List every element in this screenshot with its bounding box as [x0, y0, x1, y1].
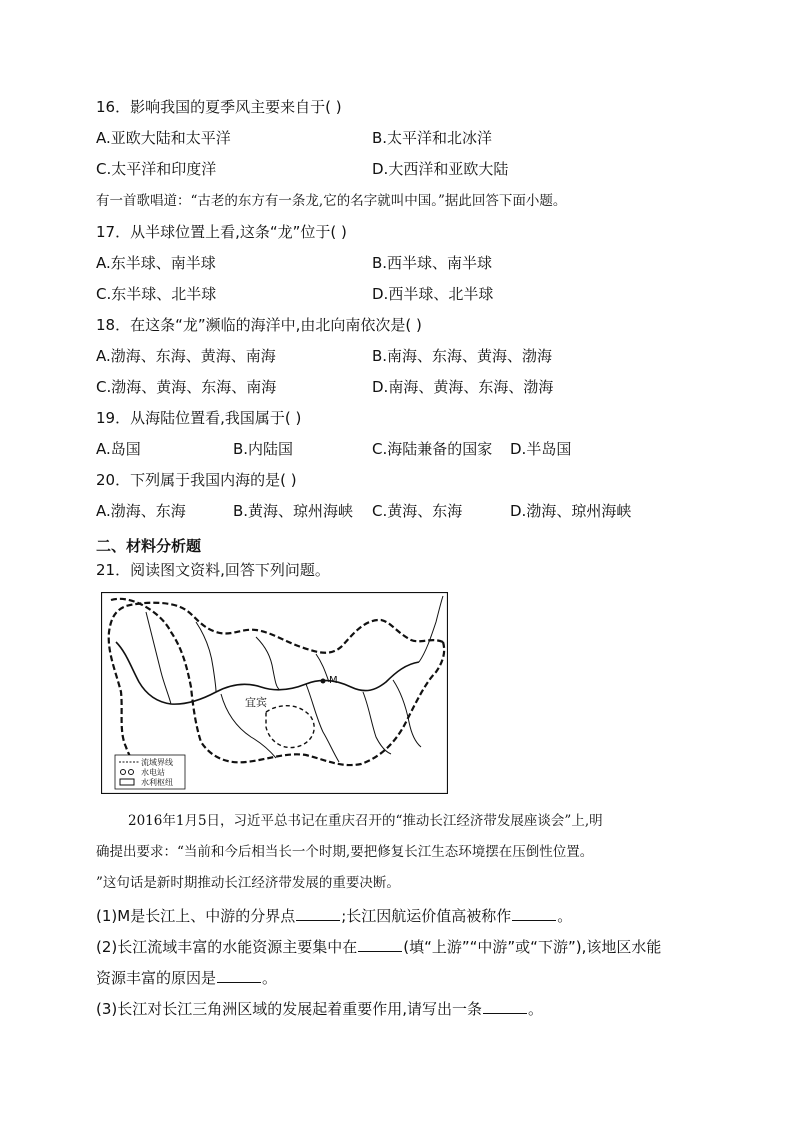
q16-option-a[interactable]: A.亚欧大陆和太平洋: [96, 129, 231, 147]
q21-stem: 21．阅读图文资料,回答下列问题。: [96, 561, 330, 579]
q20-option-d[interactable]: D.渤海、琼州海峡: [510, 502, 632, 520]
yangtze-basin-map: [101, 592, 448, 794]
passage-line-2: 确提出要求：“当前和今后相当长一个时期,要把修复长江生态环境摆在压倒性位置。: [96, 844, 594, 860]
q18-stem: 18．在这条“龙”濒临的海洋中,由北向南依次是( ): [96, 316, 422, 334]
q16-option-d[interactable]: D.大西洋和亚欧大陆: [372, 160, 509, 178]
answer-blank-1b[interactable]: [512, 906, 556, 921]
subquestion-1-text-c: 。: [557, 907, 573, 925]
answer-blank-3[interactable]: [483, 999, 527, 1014]
q19-stem: 19．从海陆位置看,我国属于( ): [96, 409, 302, 427]
q16-option-c[interactable]: C.太平洋和印度洋: [96, 160, 217, 178]
q18-option-a[interactable]: A.渤海、东海、黄海、南海: [96, 347, 276, 365]
q20-option-a[interactable]: A.渤海、东海: [96, 502, 186, 520]
q18-option-c[interactable]: C.渤海、黄海、东海、南海: [96, 378, 277, 396]
subquestion-1-text-b: ;长江因航运价值高被称作: [341, 907, 512, 925]
yibin-label: 宜宾: [245, 696, 267, 709]
subquestion-1-text-a: (1)M是长江上、中游的分界点: [96, 907, 296, 925]
q19-option-c[interactable]: C.海陆兼备的国家: [372, 440, 493, 458]
q18-option-b[interactable]: B.南海、东海、黄海、渤海: [372, 347, 553, 365]
subquestion-2-text-c: 资源丰富的原因是: [96, 969, 217, 987]
q20-option-c[interactable]: C.黄海、东海: [372, 502, 463, 520]
section-heading: 二、材料分析题: [96, 537, 202, 555]
q19-option-b[interactable]: B.内陆国: [233, 440, 294, 458]
subquestion-1: [96, 906, 572, 926]
q19-option-a[interactable]: A.岛国: [96, 440, 141, 458]
q19-option-d[interactable]: D.半岛国: [510, 440, 572, 458]
subquestion-3-text-a: (3)长江对长江三角洲区域的发展起着重要作用,请写出一条: [96, 1000, 483, 1018]
q18-option-d[interactable]: D.南海、黄海、东海、渤海: [372, 378, 554, 396]
legend-boundary-label: 流域界线: [141, 758, 173, 767]
subquestion-2-cont: [96, 968, 277, 988]
q16-option-b[interactable]: B.太平洋和北冰洋: [372, 129, 493, 147]
subquestion-3-text-b: 。: [528, 1000, 544, 1018]
q20-option-b[interactable]: B.黄海、琼州海峡: [233, 502, 354, 520]
legend-station-label: 水电站: [141, 768, 165, 777]
subquestion-2-text-a: (2)长江流域丰富的水能资源主要集中在: [96, 938, 358, 956]
q17-option-a[interactable]: A.东半球、南半球: [96, 254, 216, 272]
q17-stem: 17．从半球位置上看,这条“龙”位于( ): [96, 223, 347, 241]
q17-option-d[interactable]: D.西半球、北半球: [372, 285, 494, 303]
subquestion-2: [96, 937, 661, 957]
song-intro: 有一首歌唱道：“古老的东方有一条龙,它的名字就叫中国。”据此回答下面小题。: [96, 193, 567, 209]
subquestion-2-text-d: 。: [262, 969, 278, 987]
subquestion-2-text-b: (填“上游”“中游”或“下游”),该地区水能: [403, 938, 662, 956]
q16-stem: 16．影响我国的夏季风主要来自于( ): [96, 98, 342, 116]
answer-blank-2b[interactable]: [217, 968, 261, 983]
answer-blank-1a[interactable]: [296, 906, 340, 921]
point-m-label: M: [329, 675, 338, 686]
q17-option-b[interactable]: B.西半球、南半球: [372, 254, 493, 272]
subquestion-3: [96, 999, 543, 1019]
q20-stem: 20．下列属于我国内海的是( ): [96, 471, 297, 489]
passage-line-1: 2016年1月5日，习近平总书记在重庆召开的“推动长江经济带发展座谈会”上,明: [128, 813, 603, 829]
q17-option-c[interactable]: C.东半球、北半球: [96, 285, 217, 303]
passage-line-3: ”这句话是新时期推动长江经济带发展的重要决断。: [96, 875, 400, 891]
answer-blank-2a[interactable]: [358, 937, 402, 952]
point-m-marker: [321, 679, 326, 684]
legend-hub-label: 水利枢纽: [141, 778, 173, 787]
